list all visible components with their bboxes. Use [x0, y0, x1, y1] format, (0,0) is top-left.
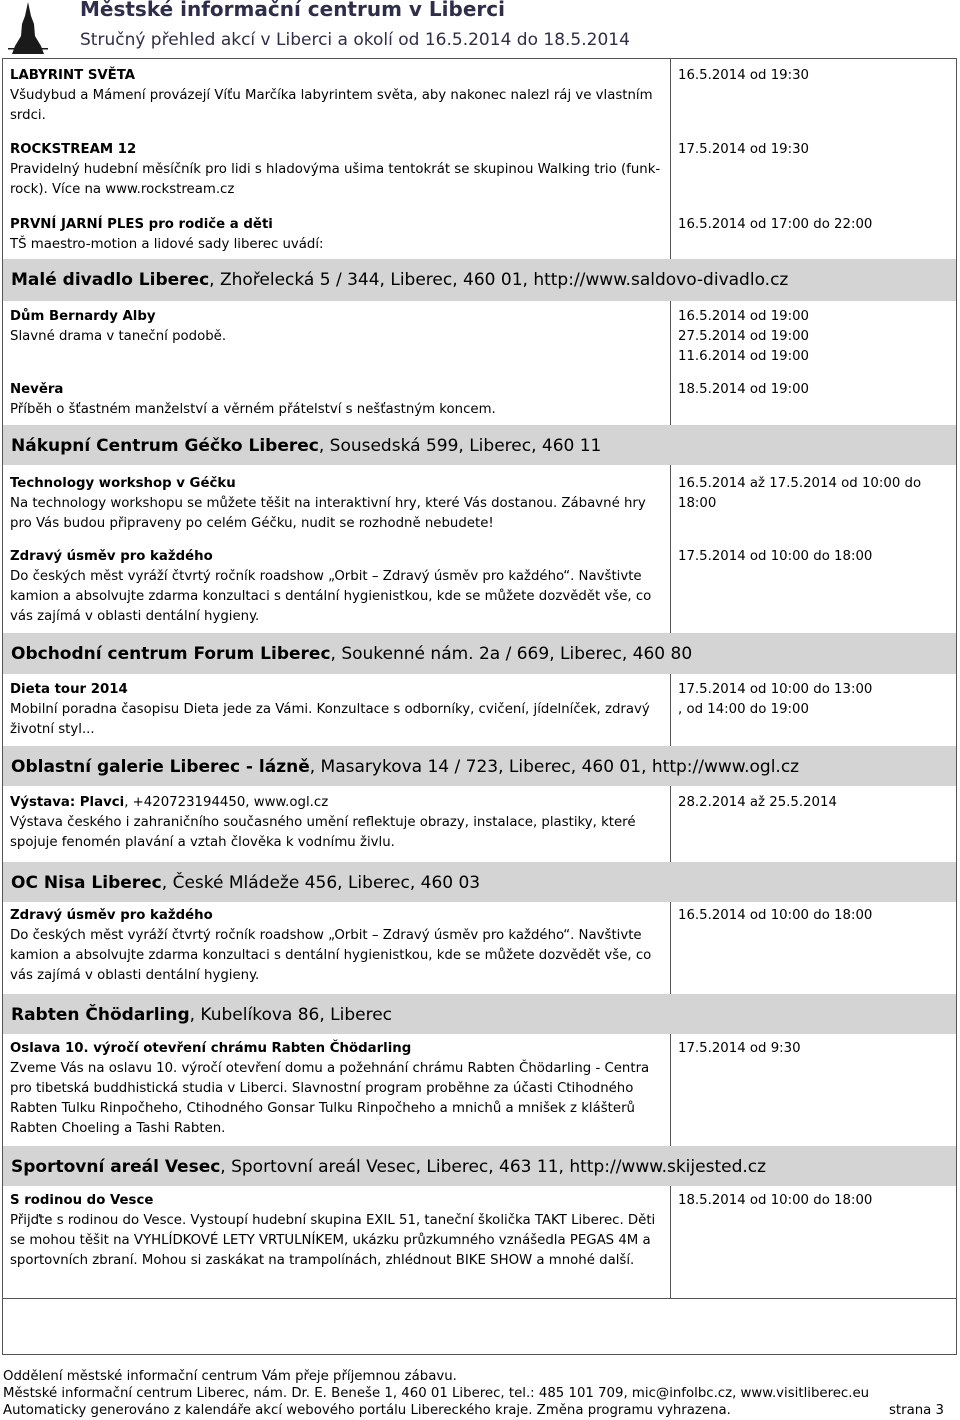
event-title: Nevěra: [10, 382, 64, 397]
event-dates: [678, 474, 950, 514]
event-description: Výstava českého i zahraničního současného umění reflektuje obrazy, instalace, plastiky, které spojuje fenomén plavání a vztah člověka k vodnímu živlu.: [10, 815, 636, 850]
venue-name: Malé divadlo Liberec: [11, 270, 210, 290]
event-date: 17.5.2014 od 10:00 do 13:00: [678, 682, 873, 697]
table-end-line: [2, 1298, 957, 1299]
event-title: Technology workshop v Géčku: [10, 476, 236, 491]
event-title: PRVNÍ JARNÍ PLES pro rodiče a děti: [10, 217, 273, 232]
event-title: Oslava 10. výročí otevření chrámu Rabten Čhödarling: [10, 1041, 412, 1056]
event-description: Přijďte s rodinou do Vesce. Vystoupí hudební skupina EXIL 51, taneční školička TAKT Liberec. Děti se mohou těšit na VYHLÍDKOVÉ LETY VRTULNÍKEM, ukázku průzkumného vznášedla PEGAS 4M a sportovních zbraní. Mohou si zaskákat na trampolínách, zhlédnout BIKE SHOW a mnohé další.: [10, 1213, 656, 1268]
event-zdravy-usmev: [10, 547, 665, 627]
event-date: 16.5.2014 od 19:00: [678, 309, 810, 324]
event-dates: [678, 215, 950, 235]
event-date: 11.6.2014 od 19:00: [678, 349, 810, 364]
event-description: Zveme Vás na oslavu 10. výročí otevření domu a požehnání chrámu Rabten Čhödarling - Centra pro tibetská buddhistická studia v Liberci. Slavnostní program proběhne za účasti Ctihodného Rabten Tulku Rinpočheho, Ctihodného Gonsar Tulku Rinpočheho a mnichů a mnišek z klášterů Rabten Choeling a Tashi Rabten.: [10, 1061, 650, 1136]
event-date: 17.5.2014 od 9:30: [678, 1041, 801, 1056]
event-title: ROCKSTREAM 12: [10, 142, 137, 157]
column-divider: [670, 1186, 671, 1298]
event-description: Slavné drama v taneční podobě.: [10, 329, 227, 344]
column-divider: [670, 465, 671, 633]
event-date: 16.5.2014 až 17.5.2014 od 10:00 do 18:00: [678, 476, 922, 511]
event-title: Dům Bernardy Alby: [10, 309, 156, 324]
page-title: Městské informační centrum v Liberci: [80, 0, 505, 21]
column-divider: [670, 301, 671, 425]
event-title: Dieta tour 2014: [10, 682, 128, 697]
venue-address: , Kubelíkova 86, Liberec: [189, 1005, 393, 1025]
venue-header-rabten: [3, 994, 956, 1034]
venue-header-oc-nisa: [3, 862, 956, 902]
venue-name: Rabten Čhödarling: [11, 1005, 190, 1025]
venue-address: , Soukenné nám. 2a / 669, Liberec, 460 80: [330, 644, 693, 664]
event-dates: [678, 547, 950, 567]
venue-name: Obchodní centrum Forum Liberec: [11, 644, 331, 664]
event-date: 18.5.2014 od 10:00 do 18:00: [678, 1193, 873, 1208]
venue-address: , Sousedská 599, Liberec, 460 11: [318, 436, 602, 456]
event-dates: [678, 307, 950, 367]
column-divider: [670, 58, 671, 259]
event-dates: [678, 1191, 950, 1211]
event-jarni-ples: [10, 215, 665, 255]
venue-name: Sportovní areál Vesec: [11, 1157, 221, 1177]
venue-name: Nákupní Centrum Géčko Liberec: [11, 436, 319, 456]
event-date: 28.2.2014 až 25.5.2014: [678, 795, 837, 810]
event-dum-bernardy-alby: [10, 307, 665, 347]
event-title: Zdravý úsměv pro každého: [10, 549, 213, 564]
event-nevera: [10, 380, 665, 420]
event-title: S rodinou do Vesce: [10, 1193, 154, 1208]
page-number: strana 3: [888, 1403, 944, 1418]
event-dates: [678, 1039, 950, 1059]
page-subtitle: Stručný přehled akcí v Liberci a okolí od 16.5.2014 do 18.5.2014: [80, 30, 630, 50]
event-title: LABYRINT SVĚTA: [10, 68, 136, 83]
event-rockstream: [10, 140, 665, 200]
event-description: Příběh o šťastném manželství a věrném přátelství s nešťastným koncem.: [10, 402, 496, 417]
footer-greeting: Oddělení městské informační centrum Vám přeje příjemnou zábavu.: [3, 1369, 457, 1384]
event-date: 16.5.2014 od 19:30: [678, 68, 810, 83]
venue-header-forum: [3, 633, 956, 674]
event-description: Všudybud a Mámení provázejí Víťu Marčíka labyrintem světa, aby nakonec nalezl ráj ve vlastním srdci.: [10, 88, 653, 123]
venue-address: , Masarykova 14 / 723, Liberec, 460 01, http://www.ogl.cz: [309, 757, 800, 777]
event-date: 16.5.2014 od 10:00 do 18:00: [678, 908, 873, 923]
event-description: Do českých měst vyráží čtvrtý ročník roadshow „Orbit – Zdravý úsměv pro každého“. Navštivte kamion a absolvujte zdarma konzultaci s dentální hygienistkou, kde se můžete dozvědět vše, co vás zajímá v oblasti dentální hygieny.: [10, 569, 652, 624]
event-dates: [678, 680, 950, 720]
event-zdravy-usmev-nisa: [10, 906, 665, 986]
liberec-tower-logo-icon: [8, 2, 48, 54]
event-dates: [678, 380, 950, 400]
event-date: , od 14:00 do 19:00: [678, 702, 809, 717]
event-dates: [678, 906, 950, 926]
event-date: 17.5.2014 od 19:30: [678, 142, 810, 157]
venue-header-vesec: [3, 1146, 956, 1186]
footer-contact: Městské informační centrum Liberec, nám. Dr. E. Beneše 1, 460 01 Liberec, tel.: 485 101 709, mic@infolbc.cz, www.visitliberec.eu: [3, 1386, 870, 1401]
event-technology-workshop: [10, 474, 665, 534]
event-date: 18.5.2014 od 19:00: [678, 382, 810, 397]
event-date: 27.5.2014 od 19:00: [678, 329, 810, 344]
event-s-rodinou-do-vesce: [10, 1191, 665, 1271]
page-footer: [3, 1368, 958, 1419]
event-description: Na technology workshopu se můžete těšit na interaktivní hry, které Vás dostanou. Zábavné hry pro Vás budou připraveny po celém Géčku, nudit se rozhodně nebudete!: [10, 496, 646, 531]
venue-header-male-divadlo: [3, 259, 956, 301]
event-oslava-rabten: [10, 1039, 665, 1139]
event-title: Zdravý úsměv pro každého: [10, 908, 213, 923]
event-date: 17.5.2014 od 10:00 do 18:00: [678, 549, 873, 564]
event-description: Mobilní poradna časopisu Dieta jede za Vámi. Konzultace s odborníky, cvičení, jídelníček, zdravý životní styl...: [10, 702, 650, 737]
page-header: [0, 0, 960, 58]
venue-name: Oblastní galerie Liberec - lázně: [11, 757, 310, 777]
event-vystava-plavci: [10, 793, 665, 853]
event-title: Výstava: Plavci: [10, 795, 125, 810]
column-divider: [670, 1034, 671, 1146]
venue-address: , České Mládeže 456, Liberec, 460 03: [161, 873, 481, 893]
event-description: TŠ maestro-motion a lidové sady liberec uvádí:: [10, 237, 324, 252]
venue-header-gecko: [3, 425, 956, 465]
event-description: Do českých měst vyráží čtvrtý ročník roadshow „Orbit – Zdravý úsměv pro každého“. Navštivte kamion a absolvujte zdarma konzultaci s dentální hygienistkou, kde se můžete dozvědět vše, co vás zajímá v oblasti dentální hygieny.: [10, 928, 652, 983]
column-divider: [670, 674, 671, 746]
venue-address: , Zhořelecká 5 / 344, Liberec, 460 01, http://www.saldovo-divadlo.cz: [209, 270, 789, 290]
event-dates: [678, 793, 950, 813]
event-description: Pravidelný hudební měsíčník pro lidi s hladovýma ušima tentokrát se skupinou Walking trio (funk-rock). Více na www.rockstream.cz: [10, 162, 661, 197]
event-labyrint-sveta: [10, 66, 665, 126]
event-contact: , +420723194450, www.ogl.cz: [124, 795, 329, 810]
event-dieta-tour: [10, 680, 665, 740]
column-divider: [670, 786, 671, 862]
event-date: 16.5.2014 od 17:00 do 22:00: [678, 217, 873, 232]
event-dates: [678, 140, 950, 160]
footer-note: Automaticky generováno z kalendáře akcí webového portálu Libereckého kraje. Změna programu vyhrazena.: [3, 1403, 731, 1418]
column-divider: [670, 902, 671, 994]
venue-name: OC Nisa Liberec: [11, 873, 162, 893]
venue-address: , Sportovní areál Vesec, Liberec, 463 11, http://www.skijested.cz: [220, 1157, 767, 1177]
venue-header-galerie: [3, 746, 956, 786]
event-dates: [678, 66, 950, 86]
